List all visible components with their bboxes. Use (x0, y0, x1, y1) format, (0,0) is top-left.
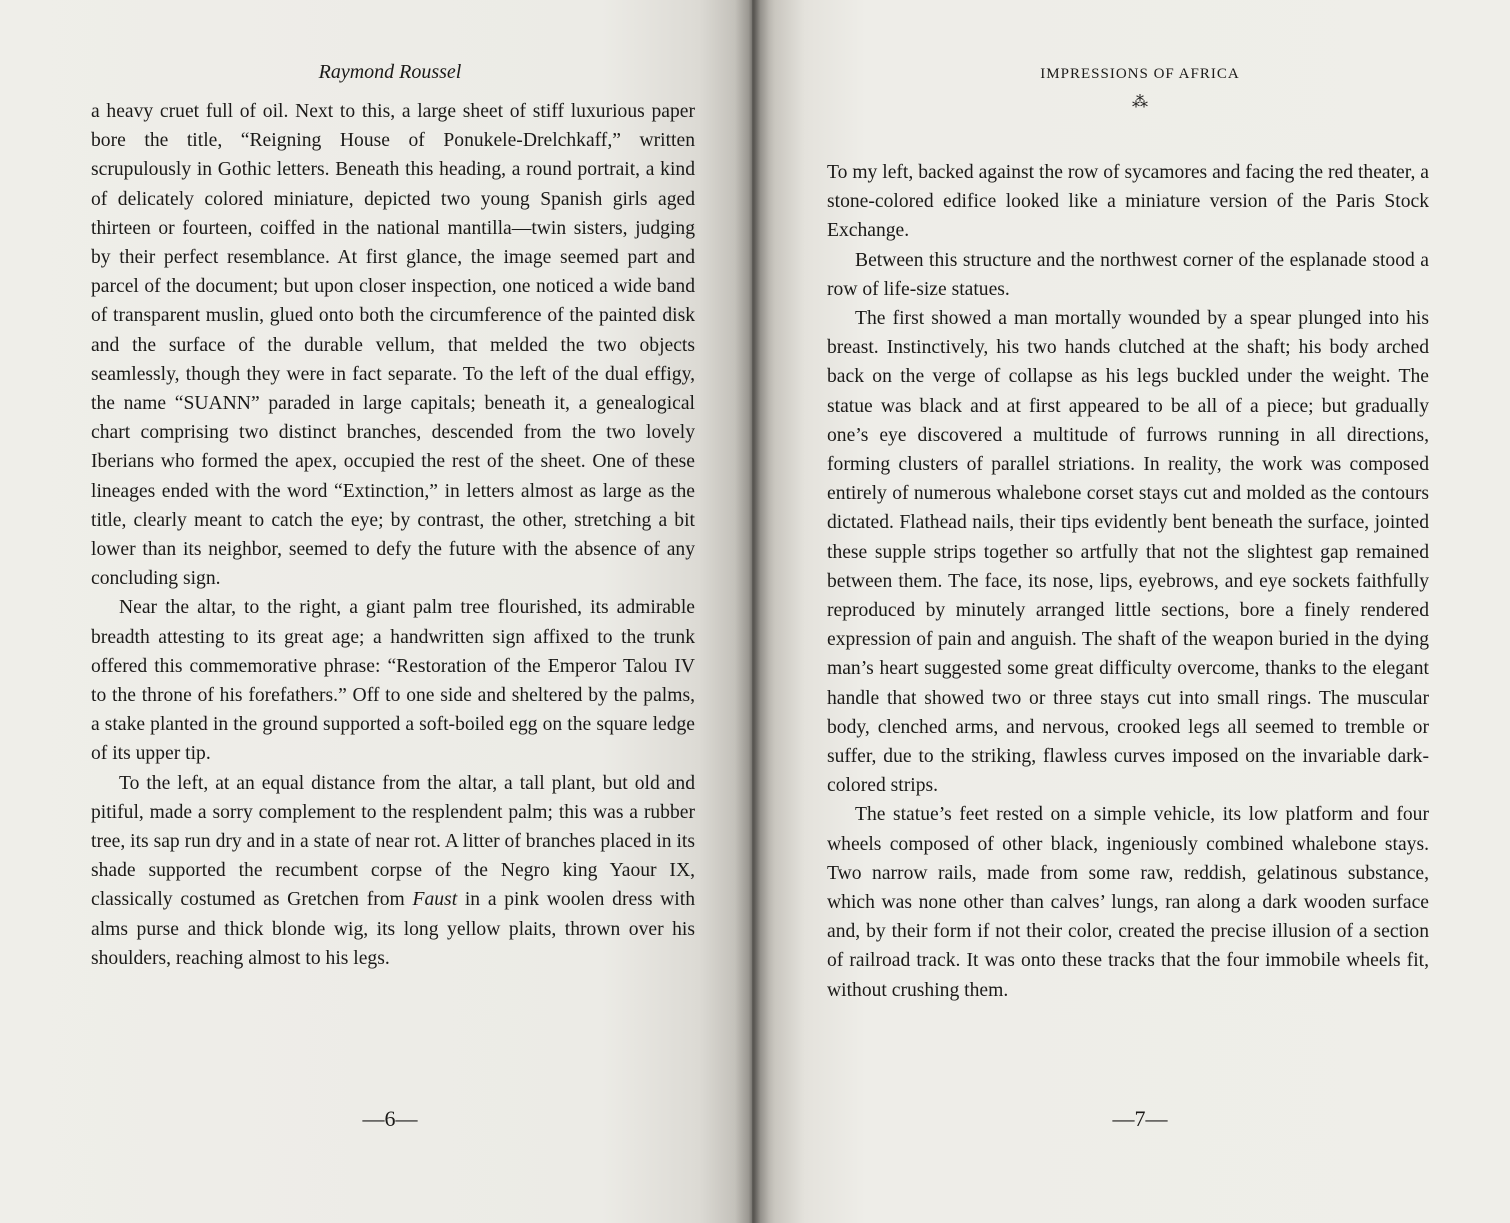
paragraph: Between this structure and the northwest corner of the esplanade stood a row of life-size statues. (827, 249, 1429, 300)
paragraph: The first showed a man mortally wounded by a spear plunged into his breast. Instinctively, his two hands clutched at the shaft; his body arched back on the verge of collapse as his legs buckled under the weight. The statue was black and at first appeared to be all of a piece; but gradually one’s eye discovered a multitude of furrows running in all directions, forming clusters of parallel striations. In reality, the work was composed entirely of numerous whalebone corset stays cut and molded as the contours dictated. Flathead nails, their tips evidently bent beneath the surface, jointed these supple strips together so artfully that not the slightest gap remained between them. The face, its nose, lips, eyebrows, and eye sockets faithfully reproduced by minutely arranged little sections, bore a finely rendered expression of pain and anguish. The shaft of the weapon buried in the dying man’s heart suggested some great difficulty overcome, thanks to the elegant handle that showed two or three stays cut into small rings. The muscular body, clenched arms, and nervous, crooked legs all seemed to tremble or suffer, due to the striking, flawless curves imposed on the invariable dark-colored strips. (827, 308, 1429, 797)
paragraph (91, 769, 695, 973)
left-page (0, 0, 752, 1223)
paragraph: Near the altar, to the right, a giant palm tree flourished, its admirable breadth attesting to its great age; a handwritten sign affixed to the trunk offered this commemorative phrase: “Restoration of the Emperor Talou IV to the throne of his forefathers.” Off to one side and sheltered by the palms, a stake planted in the ground supported a soft-boiled egg on the square ledge of its upper tip. (91, 597, 695, 765)
paragraph: To my left, backed against the row of sycamores and facing the red theater, a stone-colored edifice looked like a miniature version of the Paris Stock Exchange. (827, 162, 1429, 242)
paragraph: a heavy cruet full of oil. Next to this, a large sheet of stiff luxurious paper bore the title, “Reigning House of Ponukele-Drelchkaff,” written scrupulously in Gothic letters. Beneath this heading, a round portrait, a kind of delicately colored miniature, depicted two young Spanish girls aged thirteen or fourteen, coiffed in the national mantilla—twin sisters, judging by their perfect resemblance. At first glance, the image seemed part and parcel of the document; but upon closer inspection, one noticed a wide band of transparent muslin, glued onto both the circumference of the painted disk and the surface of the durable vellum, that melded the two objects seamlessly, though they were in fact separate. To the left of the dual effigy, the name “SUANN” paraded in large capitals; beneath it, a genealogical chart comprising two distinct branches, descended from the two lovely Iberians who formed the apex, occupied the rest of the sheet. One of these lineages ended with the word “Extinction,” in letters almost as large as the title, clearly meant to catch the eye; by contrast, the other, stretching a bit lower than its neighbor, seemed to defy the future with the absence of any concluding sign. (91, 101, 695, 590)
right-page-body (827, 158, 1429, 1005)
paragraph: The statue’s feet rested on a simple vehicle, its low platform and four wheels composed of other black, ingeniously combined whalebone stays. Two narrow rails, made from some raw, reddish, gelatinous substance, which was none other than calves’ lungs, ran along a dark wooden surface and, by their form if not their color, created the precise illusion of a section of railroad track. It was onto these tracks that the four immobile wheels fit, without crushing them. (827, 804, 1429, 1001)
book-gutter-shadow (735, 0, 769, 1223)
page-number: —6— (362, 1106, 418, 1131)
asterism-ornament: ⁂ (1132, 94, 1148, 111)
left-page-body (91, 97, 695, 973)
right-page (752, 0, 1510, 1223)
running-head-author: Raymond Roussel (318, 61, 462, 83)
page-number: —7— (1112, 1106, 1168, 1131)
italic-title: Faust (412, 889, 458, 911)
paragraph-text: in a pink woolen dress with alms purse and thick blonde wig, its long yellow plaits, thrown over his shoulders, reaching almost to his legs. (91, 889, 695, 969)
paragraph-text: To the left, at an equal distance from the altar, a tall plant, but old and pitiful, made a sorry complement to the resplendent palm; this was a rubber tree, its sap run dry and in a state of near rot. A litter of branches placed in its shade supported the recumbent corpse of the Negro king Yaour IX, classically costumed as Gretchen from (91, 772, 695, 911)
running-head-title: IMPRESSIONS OF AFRICA (1040, 66, 1240, 82)
